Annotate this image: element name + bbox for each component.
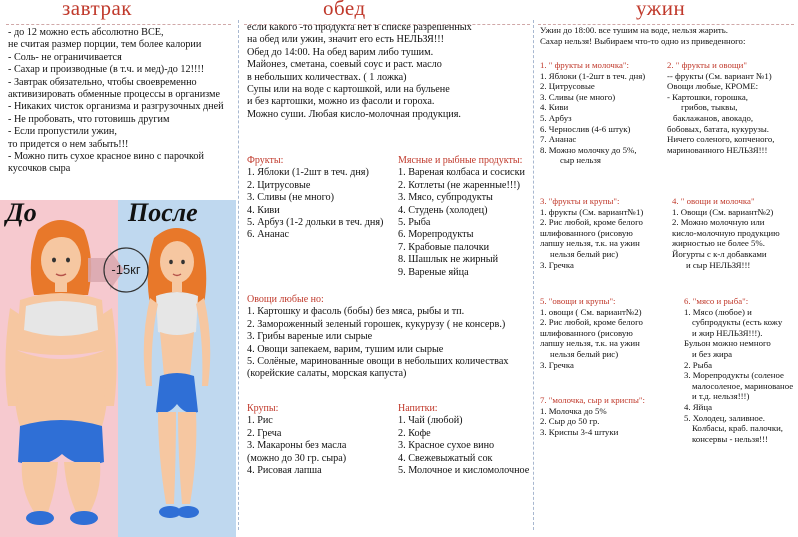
list-item: (можно до 30 гр. сыра)	[247, 452, 347, 464]
lunch-meat	[398, 155, 525, 279]
dinner-option-3-title: 3. "фрукты и крупы":	[540, 196, 620, 206]
list-item: 2. Цитрусовые	[247, 179, 311, 191]
list-item: 3. Гречка	[540, 259, 574, 270]
list-item: 2. Греча	[247, 427, 282, 439]
dinner-intro-line: Сахар нельзя! Выбираем что-то одно из приведенного:	[540, 35, 746, 46]
list-item: консервы - нельзя!!!	[692, 433, 768, 444]
breakfast-list	[8, 27, 224, 176]
list-item: 5. Холодец, заливное.	[684, 412, 765, 423]
lunch-intro	[247, 22, 472, 121]
lunch-veg-title: Овощи любые но:	[247, 294, 324, 305]
list-item: 3. Сливы (не много)	[247, 192, 335, 204]
list-item: 6. Ананас	[247, 229, 290, 241]
lunch-veg	[247, 294, 508, 381]
dinner-option-1	[540, 60, 645, 166]
dinner-intro-line: Ужин до 18:00. все тушим на воде, нельзя жарить.	[540, 25, 728, 35]
breakfast-line: - Если пропустили ужин,	[8, 126, 117, 138]
list-item: 1. фрукты (См. вариант№1)	[540, 206, 644, 217]
list-item: Бульон можно немного	[684, 338, 771, 349]
dinner-option-6	[684, 296, 793, 444]
list-item: 5. Арбуз	[540, 112, 572, 123]
list-item: 4. Киви	[540, 102, 569, 113]
breakfast-title: завтрак	[62, 0, 132, 20]
list-item: 4. Яйца	[684, 401, 712, 412]
list-item: 1. овощи ( См. вариант№2)	[540, 306, 642, 317]
list-item: 6. Морепродукты	[398, 229, 474, 241]
list-item: баклажанов, авокадо,	[673, 112, 754, 123]
dinner-option-4-title: 4. " овощи и молочка"	[672, 196, 755, 206]
list-item: (корейские салаты, морская капуста)	[247, 368, 407, 380]
list-item: 9. Вареные яйца	[398, 266, 469, 278]
lunch-meat-title: Мясные и рыбные продукты:	[398, 155, 523, 166]
dinner-option-7-title: 7. "молочка, сыр и криспы":	[540, 395, 645, 405]
list-item: субпродукты (есть кожу	[692, 317, 783, 328]
dinner-option-5	[540, 296, 643, 370]
list-item: 2. Сыр до 50 гр.	[540, 416, 600, 427]
dinner-option-5-title: 5. "овощи и крупы":	[540, 296, 616, 306]
list-item: шлифованного (рисовую	[540, 327, 633, 338]
list-item: Йогурты с к-л добавками	[672, 248, 767, 259]
list-item: 2. Замороженный зеленый горошек, кукурузу ( не консерв.)	[247, 318, 506, 330]
dinner-option-1-title: 1. " фрукты и молочка":	[540, 60, 629, 70]
lunch-intro-line: Супы или на воде с картошкой, или на бульене	[247, 84, 450, 96]
dinner-option-3	[540, 196, 643, 270]
list-item: - Картошки, горошка,	[667, 91, 748, 102]
dinner-option-4	[672, 196, 780, 270]
column-divider-1	[238, 20, 239, 530]
list-item: 2. Котлеты (не жаренные!!!)	[398, 179, 521, 191]
list-item: 4. Рисовая лапша	[247, 465, 322, 477]
dinner-option-2	[667, 60, 775, 155]
breakfast-line: кусочков сыра	[8, 163, 71, 175]
list-item: грибов, тыквы,	[681, 102, 738, 113]
lunch-drinks	[398, 403, 529, 477]
list-item: 5. Рыба	[398, 217, 431, 229]
breakfast-line: - Завтрак обязательно, чтобы своевременно	[8, 76, 197, 88]
breakfast-line: активизировать обменные процессы в организме	[8, 89, 221, 101]
list-item: 2. Рис любой, кроме белого	[540, 317, 643, 328]
list-item: 3. Макароны без масла	[247, 440, 347, 452]
list-item: 1. Овощи (См. вариант№2)	[672, 206, 774, 217]
dinner-option-2-title: 2. " фрукты и овощи"	[667, 60, 747, 70]
list-item: 1. Картошку и фасоль (бобы) без мяса, рыбы и тп.	[247, 306, 465, 318]
list-item: 1. Мясо (любое) и	[684, 306, 752, 317]
weight-loss-badge: -15кг	[111, 262, 141, 277]
list-item: Овощи любые, КРОМЕ:	[667, 81, 759, 92]
list-item: и жир НЕЛЬЗЯ!!!).	[692, 327, 763, 338]
list-item: жирностью не более 5%.	[672, 238, 765, 249]
list-item: 2. Рыба	[684, 359, 712, 370]
list-item: нельзя белый рис)	[550, 248, 619, 259]
lunch-grains-title: Крупы:	[247, 403, 279, 414]
breakfast-line: - Соль- не ограничивается	[8, 51, 122, 63]
list-item: 7. Ананас	[540, 134, 577, 145]
list-item: 3. Грибы вареные или сырые	[247, 331, 373, 343]
list-item: 2. Цитрусовые	[540, 81, 595, 92]
list-item: 8. Можно молочку до 5%,	[540, 144, 637, 155]
list-item: и сыр НЕЛЬЗЯ!!!	[686, 259, 751, 270]
lunch-intro-line: Обед до 14:00. На обед варим либо тушим.	[247, 46, 434, 58]
lunch-intro-line: в небольших количествах. ( 1 ложка)	[247, 71, 407, 83]
after-figure	[144, 228, 211, 518]
list-item: -- фрукты (См. вариант №1)	[667, 70, 772, 81]
list-item: 3. Мясо, субпродукты	[398, 192, 493, 204]
list-item: 3. Криспы 3-4 штуки	[540, 426, 619, 437]
list-item: 3. Сливы (не много)	[540, 91, 616, 102]
breakfast-line: - Можно пить сухое красное вино с парочкой	[8, 151, 204, 163]
list-item: 3. Морепродукты (соленое	[684, 370, 784, 381]
lunch-intro-line: и без картошки, можно из фасоли и гороха.	[247, 96, 435, 108]
list-item: лапшу нельзя, т.к. на ужин	[540, 338, 640, 349]
column-divider-2	[533, 20, 534, 530]
list-item: 5. Солёные, маринованные овощи в небольших количествах	[247, 356, 509, 368]
lunch-fruits-title: Фрукты:	[247, 155, 284, 166]
list-item: 1. Вареная колбаса и сосиски	[398, 167, 525, 179]
list-item: Ничего соленого, копченого,	[667, 134, 775, 145]
lunch-grains	[247, 403, 346, 477]
list-item: 5. Арбуз (1-2 дольки в теч. дня)	[247, 217, 384, 229]
breakfast-line: - Сахар и производные (в т.ч. и мед)-до 12!!!!	[8, 64, 205, 76]
lunch-intro-line: Можно суши. Любая кисло-молочная продукция.	[247, 108, 461, 120]
before-after-illustration	[0, 200, 236, 537]
list-item: нельзя белый рис)	[550, 348, 619, 359]
list-item: 2. Рис любой, кроме белого	[540, 217, 643, 228]
list-item: 1. Яблоки (1-2шт в теч. дня)	[247, 167, 369, 179]
lunch-intro-line: если какого -то продукта нет в списке разрешенных	[247, 22, 472, 33]
breakfast-line: то придется о нем забыть!!!	[8, 138, 129, 150]
list-item: кисло-молочную продукцию	[672, 227, 780, 238]
list-item: 1. Молочка до 5%	[540, 405, 607, 416]
breakfast-line: - Не пробовать, что готовишь другим	[8, 113, 170, 125]
list-item: 6. Чернослив (4-6 штук)	[540, 123, 631, 134]
list-item: лапшу нельзя, т.к. на ужин	[540, 238, 640, 249]
list-item: 4. Свежевыжатый сок	[398, 452, 493, 464]
list-item: Колбасы, краб. палочки,	[692, 423, 784, 434]
list-item: и без жира	[692, 348, 733, 359]
lunch-intro-line: на обед или ужин, значит его есть НЕЛЬЗЯ!!!	[247, 34, 445, 46]
list-item: 2. Кофе	[398, 427, 431, 439]
lunch-intro-line: Майонез, сметана, соевый соус и раст. масло	[247, 59, 442, 71]
lunch-title: обед	[323, 0, 366, 20]
dinner-intro	[540, 25, 745, 46]
list-item: 3. Гречка	[540, 359, 574, 370]
list-item: 1. Чай (любой)	[398, 415, 463, 427]
list-item: 1. Яблоки (1-2шт в теч. дня)	[540, 70, 646, 81]
lunch-fruits	[247, 155, 383, 242]
list-item: 4. Студень (холодец)	[398, 204, 488, 216]
list-item: и т.д. нельзя!!!)	[692, 391, 750, 402]
breakfast-line: - Никаких чисток организма и разгрузочных дней	[8, 101, 224, 113]
list-item: 1. Рис	[247, 415, 273, 427]
list-item: сыр нельзя	[560, 155, 601, 166]
list-item: шлифованного (рисовую	[540, 227, 633, 238]
list-item: малосоленое, маринованое	[692, 380, 794, 391]
lunch-drinks-title: Напитки:	[398, 403, 438, 414]
dinner-option-7	[540, 395, 645, 437]
list-item: 4. Овощи запекаем, варим, тушим или сырые	[247, 343, 444, 355]
before-label: До	[6, 198, 37, 227]
list-item: маринованного НЕЛЬЗЯ!!!	[667, 144, 768, 155]
list-item: 2. Можно молочную или	[672, 217, 765, 228]
after-label: После	[128, 198, 198, 227]
breakfast-line: не считая размер порции, тем более калории	[8, 39, 202, 51]
breakfast-line: - до 12 можно есть абсолютно ВСЕ,	[8, 27, 164, 38]
list-item: 4. Киви	[247, 204, 280, 216]
list-item: 8. Шашлык не жирный	[398, 254, 499, 266]
dinner-title: ужин	[636, 0, 686, 20]
list-item: 7. Крабовые палочки	[398, 241, 490, 253]
list-item: 5. Молочное и кисломолочное	[398, 465, 530, 477]
breakfast-divider	[6, 24, 231, 25]
list-item: 3. Красное сухое вино	[398, 440, 495, 452]
list-item: бобовых, батата, кукурузы.	[667, 123, 770, 134]
dinner-option-6-title: 6. "мясо и рыба":	[684, 296, 749, 306]
